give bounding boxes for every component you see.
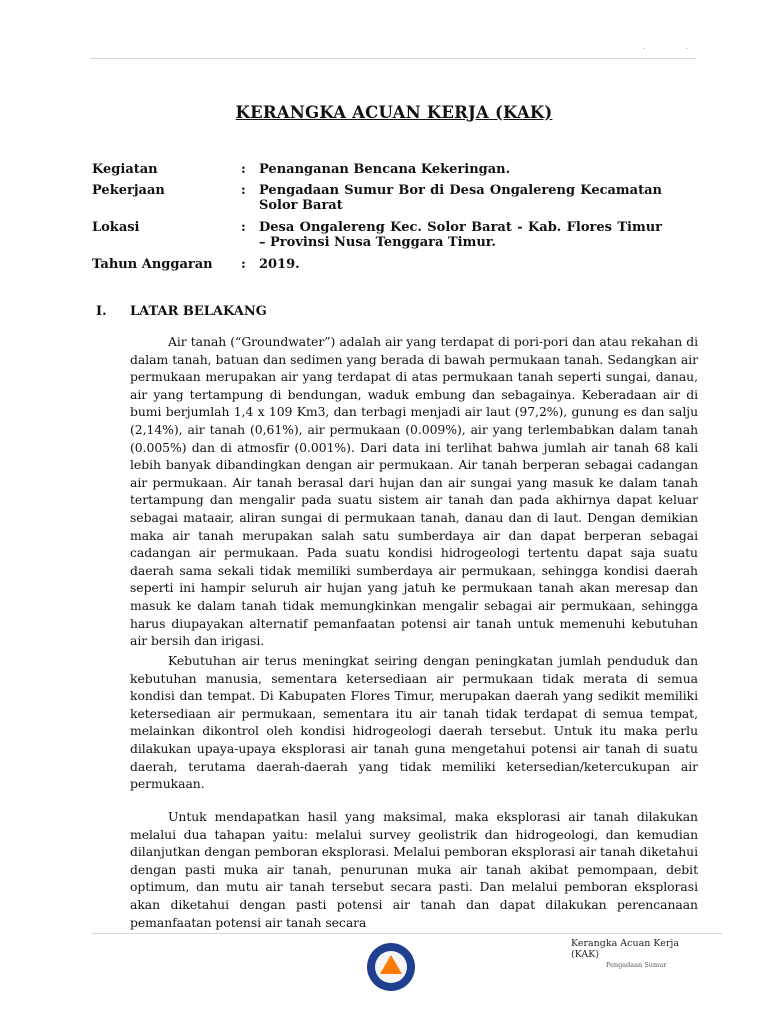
- info-value: Penanganan Bencana Kekeringan.: [259, 162, 511, 177]
- paragraph: Kebutuhan air terus meningkat seiring dengan peningkatan jumlah penduduk dan kebutuhan manusia, sementara ketersediaan air permukaan tidak merata di semua kondisi dan tempat. Di Kabupaten Flores Timur, merupakan daerah yang sedikit memiliki ketersediaan air permukaan, sementara itu air tanah tidak terdapat di semua tempat, melainkan dikontrol oleh kondisi hidrogeologi daerah tersebut. Untuk itu maka perlu dilakukan upaya-upaya eksplorasi air tanah guna mengetahui potensi air tanah di suatu daerah, terutama daerah-daerah yang tidak memiliki ketersedian/ketercukupan air permukaan.: [130, 653, 698, 792]
- footer-subtext: Pengadaan Sumur: [606, 961, 667, 969]
- info-colon: :: [241, 257, 246, 272]
- info-colon: :: [241, 220, 246, 235]
- document-title: KERANGKA ACUAN KERJA (KAK): [235, 103, 553, 122]
- bnpb-logo-icon: [365, 941, 417, 993]
- paragraph: Air tanah (“Groundwater”) adalah air yang terdapat di pori-pori dan atau rekahan di dalam tanah, batuan dan sedimen yang berada di bawah permukaan tanah. Sedangkan air permukaan merupakan air yang terdapat di atas permukaan tanah seperti sungai, danau, air yang tertampung di bendungan, waduk embung dan sebagainya. Keberadaan air di bumi berjumlah 1,4 x 109 Km3, dan terbagi menjadi air laut (97,2%), gunung es dan salju (2,14%), air tanah (0,61%), air permukaan (0.009%), air yang terlembabkan dalam tanah (0.005%) dan di atmosfir (0.001%). Dari data ini terlihat bahwa jumlah air tanah 68 kali lebih banyak dibandingkan dengan air permukaan. Air tanah berperan sebagai cadangan air permukaan. Air tanah berasal dari hujan dan air sungai yang masuk ke dalam tanah tertampung dan mengalir pada suatu sistem air tanah dan pada akhirnya dapat keluar sebagai mataair, aliran sungai di permukaan tanah, danau dan di laut. Dengan demikian maka air tanah merupakan salah satu sumberdaya air dan dapat berperan sebagai cadangan air permukaan. Pada suatu kondisi hidrogeologi tertentu dapat saja suatu daerah sama sekali tidak memiliki sumberdaya air permukaan, sehingga kondisi daerah seperti ini hampir seluruh air hujan yang jatuh ke permukaan tanah akan meresap dan masuk ke dalam tanah tidak memungkinkan mengalir sebagai air permukaan, sehingga harus diupayakan alternatif pemanfaatan potensi air tanah untuk memenuhi kebutuhan air bersih dan irigasi.: [130, 334, 698, 649]
- info-label: Pekerjaan: [92, 183, 165, 198]
- footer-line-1: Kerangka Acuan Kerja: [571, 938, 680, 949]
- footer-caption: [571, 938, 679, 960]
- info-value: Desa Ongalereng Kec. Solor Barat - Kab. Flores Timur – Provinsi Nusa Tenggara Timur.: [259, 220, 662, 250]
- header-mark: ·: [686, 46, 688, 53]
- info-colon: :: [241, 183, 246, 198]
- info-label: Tahun Anggaran: [92, 257, 213, 272]
- info-value: Pengadaan Sumur Bor di Desa Ongalereng Kecamatan Solor Barat: [259, 183, 662, 213]
- info-label: Kegiatan: [92, 162, 158, 177]
- header-mark: ·: [643, 46, 645, 53]
- header-rule: [90, 58, 696, 59]
- section-title: LATAR BELAKANG: [130, 304, 267, 319]
- paragraph: Untuk mendapatkan hasil yang maksimal, maka eksplorasi air tanah dilakukan melalui dua tahapan yaitu: melalui survey geolistrik dan hidrogeologi, dan kemudian dilanjutkan dengan pemboran eksplorasi. Melalui pemboran eksplorasi air tanah diketahui dengan pasti muka air tanah, penurunan muka air tanah akibat pemompaan, debit optimum, dan mutu air tanah tersebut secara pasti. Dan melalui pemboran eksplorasi akan diketahui dengan pasti potensi air tanah dan dapat dilakukan perencanaan pemanfaatan potensi air tanah secara: [130, 809, 698, 930]
- info-colon: :: [241, 162, 246, 177]
- info-value: 2019.: [259, 257, 300, 272]
- info-label: Lokasi: [92, 220, 140, 235]
- footer-line-2: (KAK): [571, 949, 600, 960]
- footer-rule: [92, 933, 722, 934]
- section-number: I.: [96, 304, 107, 319]
